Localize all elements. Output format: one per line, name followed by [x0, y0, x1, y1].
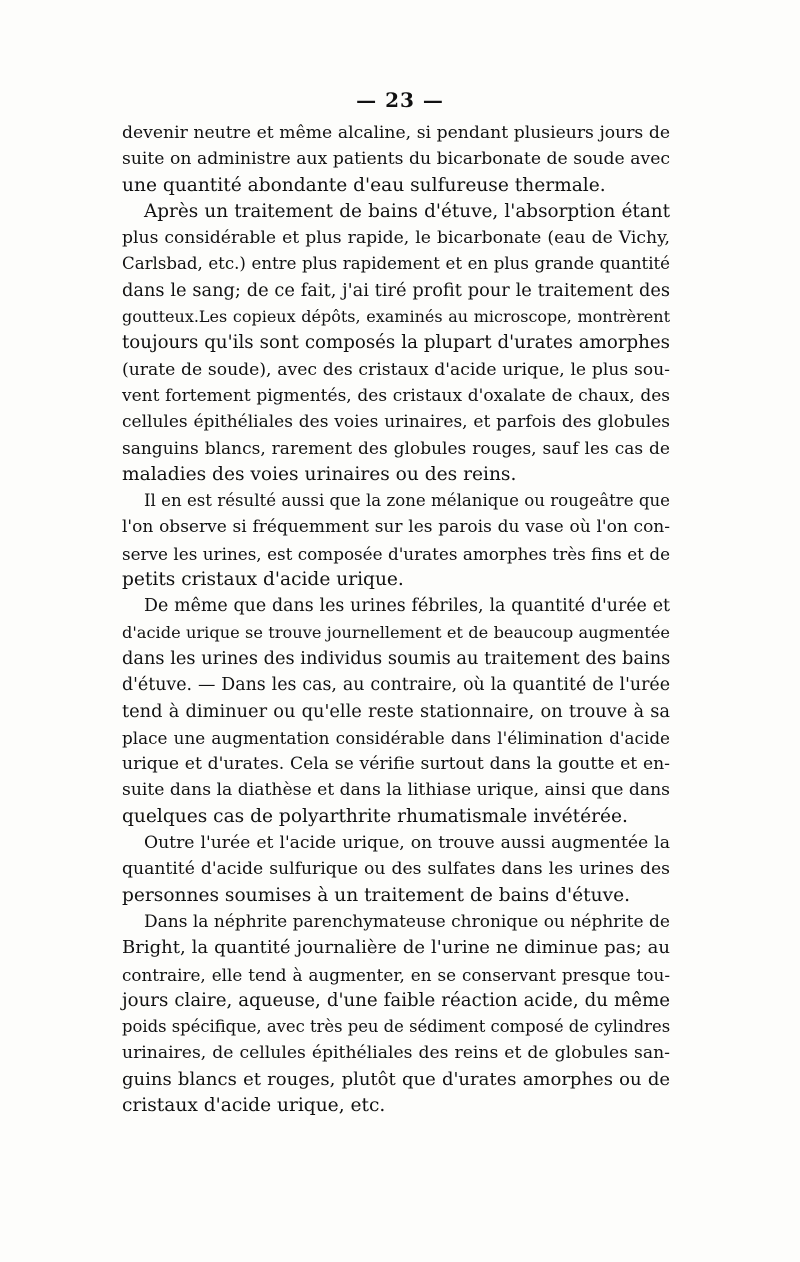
text-line: d'acide urique se trouve journellement et de beaucoup augmentée: [122, 622, 670, 642]
text-line: tend à diminuer ou qu'elle reste stationnaire, on trouve à sa: [122, 700, 670, 722]
text-line: cellules épithéliales des voies urinaires, et parfois des globules: [122, 412, 670, 433]
page-number: — 23 —: [356, 88, 444, 112]
text-line: guins blancs et rouges, plutôt que d'urates amorphes ou de: [122, 1068, 670, 1090]
text-line: goutteux.Les copieux dépôts, examinés au microscope, montrèrent: [122, 307, 670, 327]
text-line: Bright, la quantité journalière de l'urine ne diminue pas; au: [122, 937, 670, 959]
text-line: dans les urines des individus soumis au traitement des bains: [122, 647, 671, 669]
text-line: devenir neutre et même alcaline, si pendant plusieurs jours de: [122, 123, 670, 143]
text-line: petits cristaux d'acide urique.: [122, 569, 404, 591]
text-line: plus considérable et plus rapide, le bicarbonate (eau de Vichy,: [122, 228, 670, 249]
text-line: Dans la néphrite parenchymateuse chronique ou néphrite de: [144, 911, 670, 932]
text-line: une quantité abondante d'eau sulfureuse thermale.: [122, 174, 606, 196]
text-line: quelques cas de polyarthrite rhumatismale invétérée.: [122, 805, 628, 827]
text-line: sanguins blancs, rarement des globules rouges, sauf les cas de: [122, 438, 670, 459]
text-line: maladies des voies urinaires ou des reins.: [122, 463, 517, 485]
text-line: De même que dans les urines fébriles, la quantité d'urée et: [144, 596, 670, 617]
text-line: l'on observe si fréquemment sur les parois du vase où l'on con-: [122, 517, 670, 538]
text-line: jours claire, aqueuse, d'une faible réaction acide, du même: [122, 989, 670, 1011]
text-line: personnes soumises à un traitement de bains d'étuve.: [122, 884, 631, 906]
text-line: poids spécifique, avec très peu de sédiment composé de cylindres: [122, 1017, 671, 1037]
text-line: quantité d'acide sulfurique ou des sulfates dans les urines des: [122, 859, 670, 880]
text-line: toujours qu'ils sont composés la plupart d'urates amorphes: [122, 332, 670, 354]
body-text: [122, 120, 670, 1119]
text-line: contraire, elle tend à augmenter, en se conservant presque tou-: [122, 964, 670, 985]
text-line: suite on administre aux patients du bicarbonate de soude avec: [122, 149, 670, 170]
text-line: cristaux d'acide urique, etc.: [122, 1094, 386, 1116]
text-line: Après un traitement de bains d'étuve, l'absorption étant: [144, 200, 670, 222]
text-line: vent fortement pigmentés, des cristaux d'oxalate de chaux, des: [122, 385, 670, 406]
text-line: serve les urines, est composée d'urates amorphes très fins et de: [122, 543, 670, 564]
text-line: Carlsbad, etc.) entre plus rapidement et en plus grande quantité: [122, 254, 670, 274]
text-line: d'étuve. — Dans les cas, au contraire, où la quantité de l'urée: [122, 675, 670, 696]
text-line: suite dans la diathèse et dans la lithiase urique, ainsi que dans: [122, 780, 671, 801]
text-line: place une augmentation considérable dans l'élimination d'acide: [122, 727, 670, 748]
text-line: (urate de soude), avec des cristaux d'acide urique, le plus sou-: [122, 359, 670, 380]
text-line: Il en est résulté aussi que la zone mélanique ou rougeâtre que: [144, 491, 670, 511]
text-line: Outre l'urée et l'acide urique, on trouve aussi augmentée la: [144, 833, 670, 854]
text-line: dans le sang; de ce fait, j'ai tiré profit pour le traitement des: [122, 279, 670, 301]
text-line: urique et d'urates. Cela se vérifie surtout dans la goutte et en-: [122, 754, 670, 775]
text-line: urinaires, de cellules épithéliales des reins et de globules san-: [122, 1043, 670, 1064]
